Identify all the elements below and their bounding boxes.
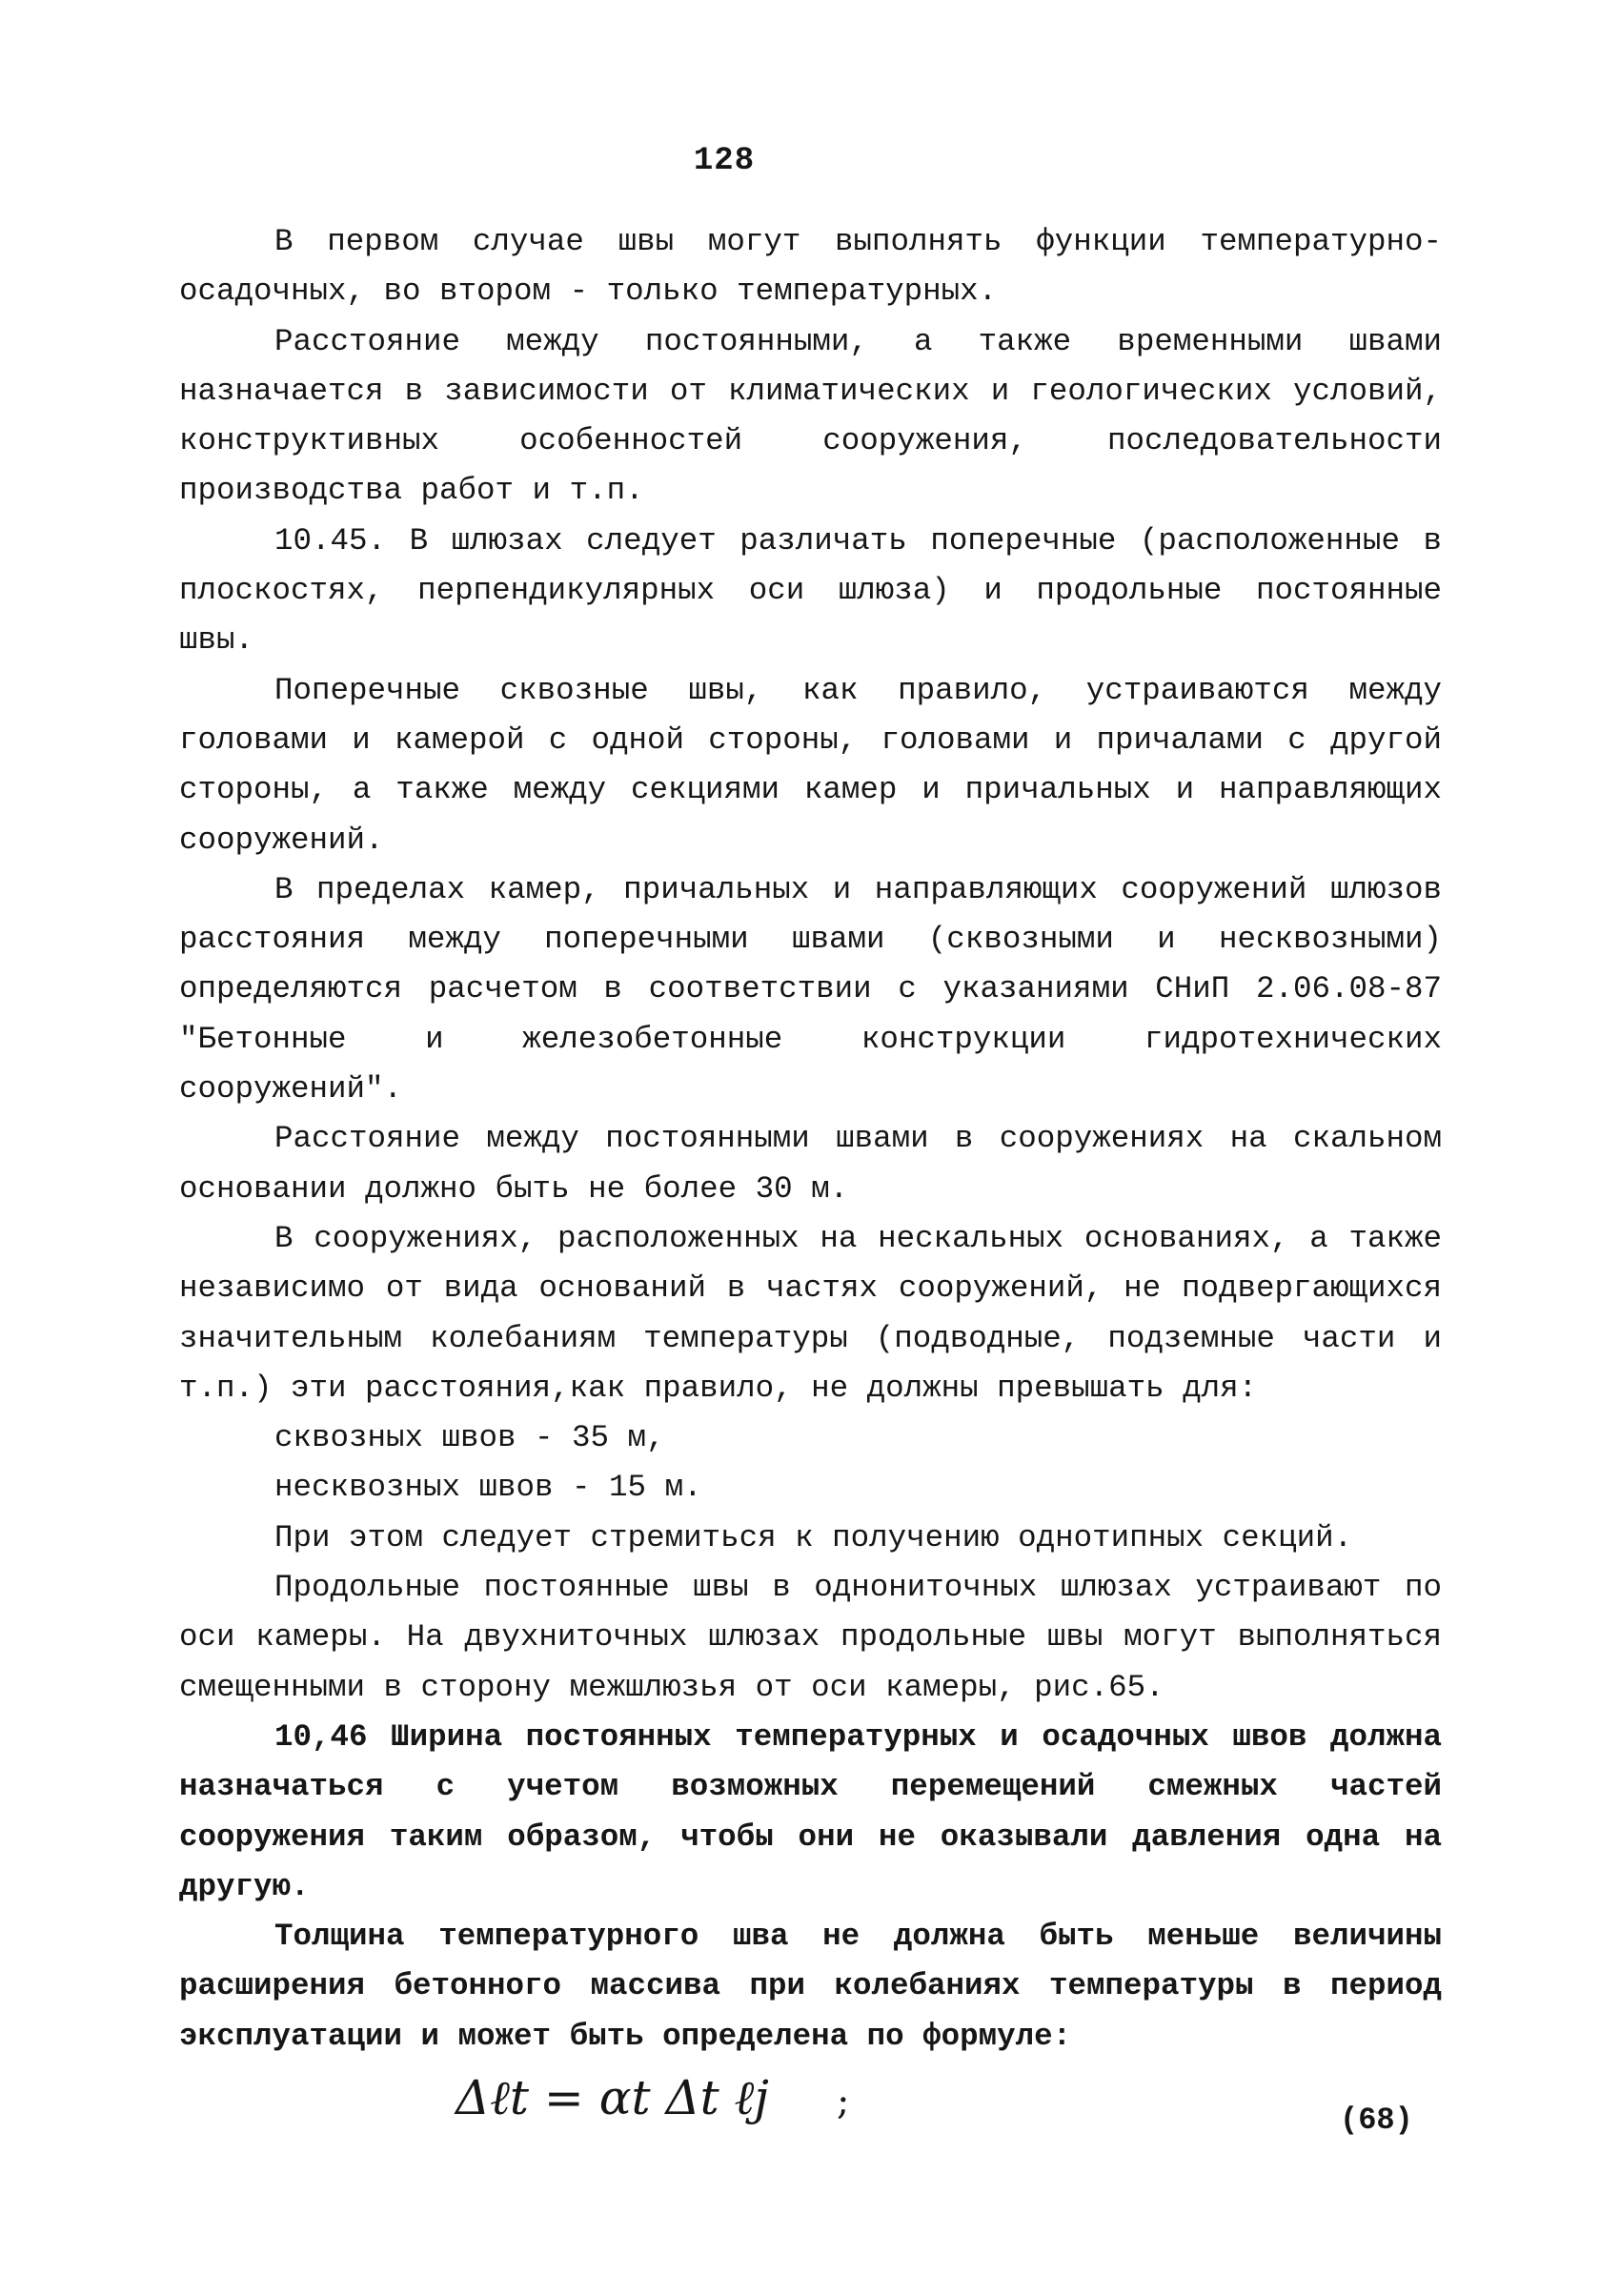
paragraph-uniform-sections: При этом следует стремиться к получению однотипных секций.: [274, 1519, 1353, 1555]
list-item-partial-seams: несквозных швов - 15 м.: [274, 1470, 702, 1506]
paragraph-transverse-seams: Поперечные сквозные швы, как правило, устраиваются между головами и камерой с одной стороны, головами и причалами с другой стороны, а также между секциями камер и причальных и направляющих сооружений.: [179, 672, 1442, 858]
paragraph-clause-10-45: 10.45. В шлюзах следует различать поперечные (расположенные в плоскостях, перпендикулярных оси шлюза) и продольные постоянные швы.: [179, 522, 1442, 659]
paragraph-seam-functions: В первом случае швы могут выполнять функции температурно-осадочных, во втором - только температурных.: [179, 224, 1442, 310]
formula-row: [179, 2069, 1442, 2149]
formula-expression: Δℓt = αt Δt ℓj: [456, 2069, 769, 2125]
paragraph-seam-spacing: Расстояние между постоянными, а также временными швами назначается в зависимости от климатических и геологических условий, конструктивных особенностей сооружения, последовательности производства работ и т.п.: [179, 323, 1442, 509]
equation-number: (68): [1340, 2102, 1413, 2138]
formula-separator: ;: [837, 2079, 850, 2123]
paragraph-rock-foundation: Расстояние между постоянными швами в сооружениях на скальном основании должно быть не более 30 м.: [179, 1121, 1442, 1207]
paragraph-seam-thickness: Толщина температурного шва не должна быть меньше величины расширения бетонного массива при колебаниях температуры в период эксплуатации и может быть определена по формуле:: [179, 1919, 1442, 2054]
list-item-through-seams: сквозных швов - 35 м,: [274, 1420, 665, 1456]
paragraph-soft-foundation: В сооружениях, расположенных на нескальных основаниях, а также независимо от вида оснований в частях сооружений, не подвергающихся значительным колебаниям температуры (подводные, подземные части и т.п.) эти расстояния,как правило, не должны превышать для:: [179, 1220, 1442, 1406]
paragraph-longitudinal-seams: Продольные постоянные швы в однониточных шлюзах устраивают по оси камеры. На двухниточных шлюзах продольные швы могут выполняться смещенными в сторону межшлюзья от оси камеры, рис.65.: [179, 1570, 1442, 1705]
paragraph-chamber-seams: В пределах камер, причальных и направляющих сооружений шлюзов расстояния между поперечными швами (сквозными и несквозными) определяются расчетом в соответствии с указаниями СНиП 2.06.08-87 "Бетонные и железобетонные конструкции гидротехнических сооружений".: [179, 871, 1442, 1107]
page-number: 128: [693, 143, 756, 179]
body-text: [179, 217, 1442, 2149]
paragraph-clause-10-46: 10,46 Ширина постоянных температурных и осадочных швов должна назначаться с учетом возможных перемещений смежных частей сооружения таким образом, чтобы они не оказывали давления одна на другую.: [179, 1718, 1442, 1904]
